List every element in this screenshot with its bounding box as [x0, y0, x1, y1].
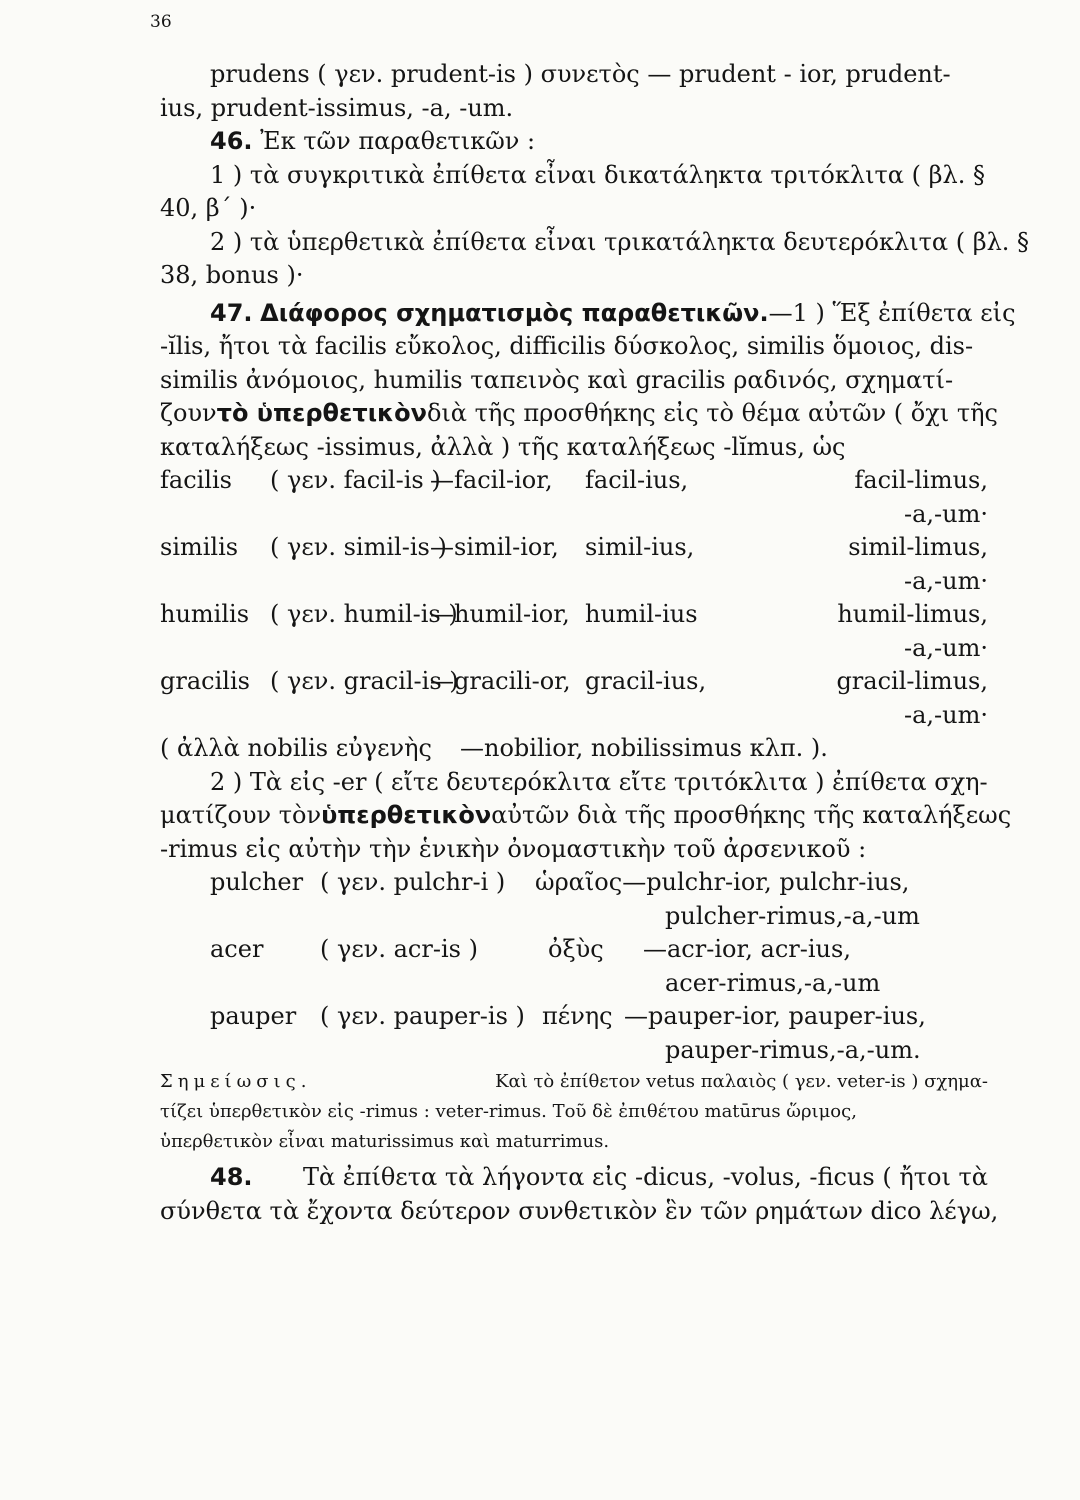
note-line: τίζει ὑπερθετικὸν εἰς -rimus : veter-rimus. Τοῦ δὲ ἐπιθέτου matūrus ὥριμος,	[160, 1101, 857, 1122]
example-genitive: ( γεν. acr-is )	[320, 935, 478, 963]
section-title: Διάφορος σχηματισμὸς παραθετικῶν.	[260, 298, 769, 327]
comparison-table	[160, 464, 988, 732]
page-body	[160, 58, 1030, 1228]
text-line: 38, bonus )·	[160, 261, 304, 289]
text-fragment: ( ἀλλὰ nobilis εὐγενὴς	[160, 734, 432, 762]
table-cell: gracil-limus,	[836, 667, 988, 695]
table-cell: facilis	[160, 466, 232, 494]
section-46-heading	[160, 125, 988, 159]
table-cell: —humil-ior,	[430, 600, 570, 628]
example-superlative: pulcher-rimus,-a,-um	[665, 901, 920, 930]
text-fragment: ματίζουν τὸν	[160, 801, 322, 829]
bold-term: ὑπερθετικὸν	[321, 801, 492, 829]
example-meaning: πένης	[542, 1002, 613, 1030]
table-cell: -a,-um·	[904, 633, 988, 662]
table-cell: —facil-ior,	[430, 466, 553, 494]
table-cell: ( γεν. simil-is )	[270, 533, 447, 561]
example-forms: —pulchr-ior, pulchr-ius,	[622, 868, 910, 896]
note-line: ὑπερθετικὸν εἶναι maturissimus καὶ maturrimus.	[160, 1131, 610, 1152]
example-meaning: ὡραῖος	[535, 868, 623, 896]
section-number: 46.	[210, 127, 253, 155]
text-fragment: Καὶ τὸ ἐπίθετον vetus παλαιὸς ( γεν. veter-is ) σχημα-	[495, 1071, 988, 1092]
table-cell: ( γεν. humil-is )	[270, 600, 458, 628]
text-line	[160, 732, 988, 766]
section-47-heading	[160, 297, 1016, 331]
text-line: 40, β΄ )·	[160, 194, 257, 222]
example-row	[210, 1000, 988, 1034]
table-cell: —gracili-or,	[430, 667, 571, 695]
table-cell: similis	[160, 533, 239, 561]
example-superlative: acer-rimus,-a,-um	[665, 968, 881, 997]
section-number: 47.	[210, 298, 253, 327]
text-line	[160, 397, 998, 431]
page-number: 36	[150, 12, 172, 32]
table-cell: gracilis	[160, 667, 250, 695]
table-cell: ( γεν. gracil-is )	[270, 667, 459, 695]
text-fragment: αὐτῶν διὰ τῆς προσθήκης τῆς καταλήξεως	[491, 801, 1012, 829]
table-cell: simil-ius,	[585, 533, 695, 561]
section-48-first-line	[160, 1161, 988, 1195]
example-meaning: ὀξὺς	[548, 935, 604, 963]
text-fragment: ζουν	[160, 399, 217, 427]
section-number: 48.	[210, 1163, 253, 1191]
table-cell: humilis	[160, 600, 250, 628]
section-heading-text: Ἐκ τῶν παραθετικῶν :	[260, 127, 536, 155]
note-block	[160, 1067, 988, 1157]
table-cell: humil-ius	[585, 600, 698, 628]
text-line: -rimus εἰς αὐτὴν τὴν ἑνικὴν ὀνομαστικὴν τοῦ ἀρσενικοῦ :	[160, 834, 867, 863]
text-line: 2 ) τὰ ὑπερθετικὰ ἐπίθετα εἶναι τρικατάληκτα δευτερόκλιτα ( βλ. §	[210, 227, 1030, 256]
text-fragment: διὰ τῆς προσθήκης εἰς τὸ θέμα αὐτῶν ( ὄχι τῆς	[426, 399, 998, 427]
note-label: Σημείωσις.	[160, 1071, 312, 1092]
example-row	[210, 866, 988, 900]
text-line: similis ἀνόμοιος, humilis ταπεινὸς καὶ gracilis ραδινός, σχηματί-	[160, 365, 954, 394]
table-cell: -a,-um·	[904, 499, 988, 528]
text-line: 2 ) Τὰ εἰς -er ( εἴτε δευτερόκλιτα εἴτε τριτόκλιτα ) ἐπίθετα σχη-	[210, 767, 988, 796]
example-superlative: pauper-rimus,-a,-um.	[665, 1035, 921, 1064]
table-cell: -a,-um·	[904, 700, 988, 729]
example-genitive: ( γεν. pulchr-i )	[320, 868, 506, 896]
text-line: -ĭlis, ἤτοι τὰ facilis εὔκολος, difficilis δύσκολος, similis ὅμοιος, dis-	[160, 332, 974, 360]
table-cell: gracil-ius,	[585, 667, 707, 695]
example-row	[210, 933, 988, 967]
note-line	[160, 1067, 988, 1097]
example-forms: —pauper-ior, pauper-ius,	[624, 1002, 926, 1030]
text-line	[160, 799, 1012, 833]
table-cell: humil-limus,	[837, 600, 988, 628]
text-fragment: Τὰ ἐπίθετα τὰ λήγοντα εἰς -dicus, -volus, -ficus ( ἤτοι τὰ	[302, 1163, 988, 1191]
bold-term: τὸ ὑπερθετικὸν	[216, 399, 427, 427]
text-line: ius, prudent-issimus, -a, -um.	[160, 93, 514, 122]
text-line: prudens ( γεν. prudent-is ) συνετὸς — prudent - ior, prudent-	[210, 60, 951, 88]
example-list	[160, 866, 988, 1067]
table-cell: simil-limus,	[848, 533, 988, 561]
table-cell: facil-limus,	[854, 466, 988, 494]
table-cell: —simil-ior,	[430, 533, 559, 561]
text-line: σύνθετα τὰ ἔχοντα δεύτερον συνθετικὸν ἓν τῶν ρημάτων dico λέγω,	[160, 1196, 999, 1225]
text-fragment: —1 ) Ἕξ ἐπίθετα εἰς	[768, 298, 1016, 327]
example-forms: —acr-ior, acr-ius,	[643, 935, 851, 963]
example-genitive: ( γεν. pauper-is )	[320, 1002, 525, 1030]
text-line: 1 ) τὰ συγκριτικὰ ἐπίθετα εἶναι δικατάληκτα τριτόκλιτα ( βλ. §	[210, 160, 985, 189]
table-cell: ( γεν. facil-is )	[270, 466, 441, 494]
table-cell: -a,-um·	[904, 566, 988, 595]
table-cell: facil-ius,	[585, 466, 689, 494]
example-word: pulcher	[210, 868, 304, 896]
text-fragment: —nobilior, nobilissimus κλπ. ).	[460, 734, 828, 762]
example-word: pauper	[210, 1002, 297, 1030]
example-word: acer	[210, 935, 264, 963]
text-line: καταλήξεως -issimus, ἀλλὰ ) τῆς καταλήξεως -lĭmus, ὡς	[160, 432, 846, 461]
